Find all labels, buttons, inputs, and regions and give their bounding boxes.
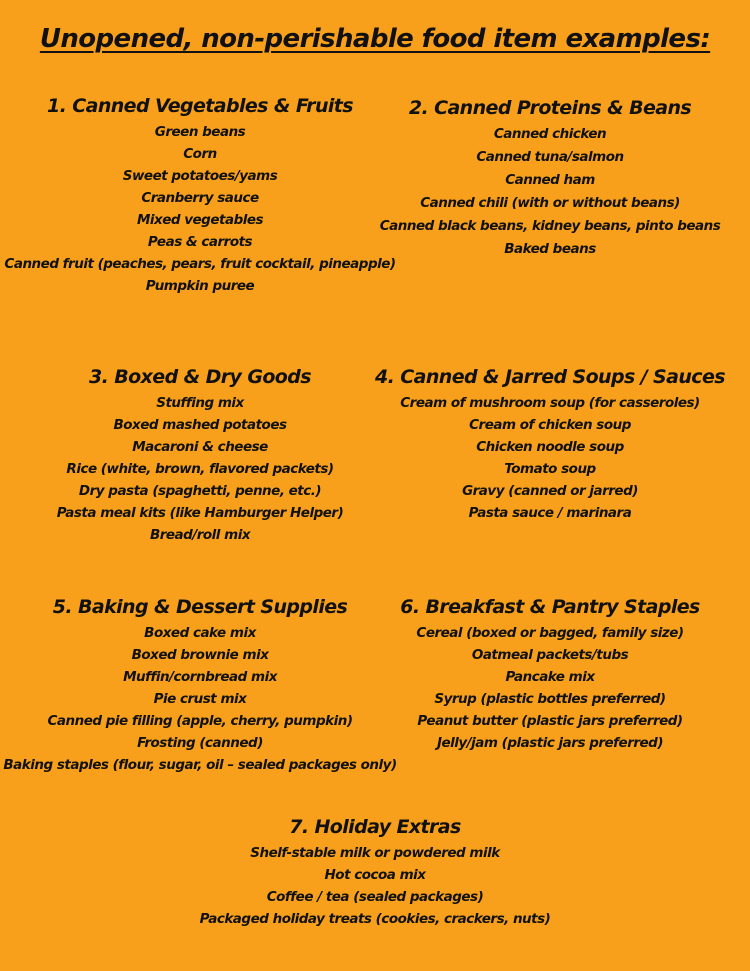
list-item: Baking staples (flour, sugar, oil – sealed packages only) xyxy=(3,757,397,773)
list-item: Boxed cake mix xyxy=(144,625,256,641)
list-item: Pumpkin puree xyxy=(145,278,255,294)
list-item: Canned black beans, kidney beans, pinto beans xyxy=(379,218,721,234)
list-item: Canned chili (with or without beans) xyxy=(420,195,680,211)
list-item: Canned ham xyxy=(505,172,595,188)
list-item: Frosting (canned) xyxy=(137,735,263,751)
list-item: Cream of chicken soup xyxy=(469,417,631,433)
list-item: Canned chicken xyxy=(493,126,607,142)
section-boxed-dry-goods xyxy=(0,366,400,546)
list-item: Oatmeal packets/tubs xyxy=(471,647,629,663)
list-item: Bread/roll mix xyxy=(149,527,251,543)
section-heading: 1. Canned Vegetables & Fruits xyxy=(47,95,353,117)
list-item: Peas & carrots xyxy=(147,234,253,250)
item-list xyxy=(0,622,400,776)
list-item: Muffin/cornbread mix xyxy=(123,669,277,685)
list-item: Macaroni & cheese xyxy=(132,439,268,455)
list-item: Coffee / tea (sealed packages) xyxy=(266,889,484,905)
list-item: Pasta meal kits (like Hamburger Helper) xyxy=(56,505,344,521)
section-heading: 5. Baking & Dessert Supplies xyxy=(52,596,348,618)
list-item: Cranberry sauce xyxy=(141,190,259,206)
list-item: Jelly/jam (plastic jars preferred) xyxy=(437,735,663,751)
section-heading: 2. Canned Proteins & Beans xyxy=(408,97,692,119)
list-item: Tomato soup xyxy=(504,461,596,477)
list-item: Canned tuna/salmon xyxy=(476,149,624,165)
section-canned-vegetables-fruits xyxy=(0,95,400,297)
page-title: Unopened, non-perishable food item examples: xyxy=(39,24,711,54)
list-item: Boxed brownie mix xyxy=(131,647,269,663)
list-item: Rice (white, brown, flavored packets) xyxy=(66,461,334,477)
list-item: Green beans xyxy=(154,124,246,140)
list-item: Chicken noodle soup xyxy=(476,439,624,455)
list-item: Baked beans xyxy=(504,241,596,257)
list-item: Corn xyxy=(183,146,217,162)
item-list xyxy=(0,121,400,297)
section-canned-proteins-beans xyxy=(370,97,730,261)
item-list xyxy=(0,392,400,546)
list-item: Stuffing mix xyxy=(156,395,244,411)
list-item: Dry pasta (spaghetti, penne, etc.) xyxy=(78,483,322,499)
list-item: Sweet potatoes/yams xyxy=(122,168,278,184)
list-item: Cream of mushroom soup (for casseroles) xyxy=(400,395,700,411)
list-item: Boxed mashed potatoes xyxy=(113,417,287,433)
list-item: Pie crust mix xyxy=(153,691,247,707)
section-heading: 7. Holiday Extras xyxy=(289,816,461,838)
section-heading: 6. Breakfast & Pantry Staples xyxy=(400,596,700,618)
item-list xyxy=(370,392,730,524)
section-heading: 3. Boxed & Dry Goods xyxy=(89,366,311,388)
list-item: Cereal (boxed or bagged, family size) xyxy=(416,625,684,641)
list-item: Canned fruit (peaches, pears, fruit cocktail, pineapple) xyxy=(4,256,396,272)
section-holiday-extras xyxy=(175,816,575,930)
list-item: Mixed vegetables xyxy=(136,212,264,228)
section-heading: 4. Canned & Jarred Soups / Sauces xyxy=(375,366,725,388)
list-item: Shelf-stable milk or powdered milk xyxy=(250,845,500,861)
list-item: Gravy (canned or jarred) xyxy=(462,483,638,499)
list-item: Canned pie filling (apple, cherry, pumpkin) xyxy=(47,713,353,729)
list-item: Pasta sauce / marinara xyxy=(468,505,632,521)
item-list xyxy=(175,842,575,930)
item-list xyxy=(370,123,730,261)
list-item: Peanut butter (plastic jars preferred) xyxy=(417,713,683,729)
list-item: Packaged holiday treats (cookies, crackers, nuts) xyxy=(199,911,551,927)
section-soups-sauces xyxy=(370,366,730,524)
section-baking-dessert xyxy=(0,596,400,776)
item-list xyxy=(370,622,730,754)
section-breakfast-pantry xyxy=(370,596,730,754)
list-item: Hot cocoa mix xyxy=(324,867,426,883)
list-item: Pancake mix xyxy=(505,669,595,685)
list-item: Syrup (plastic bottles preferred) xyxy=(434,691,666,707)
